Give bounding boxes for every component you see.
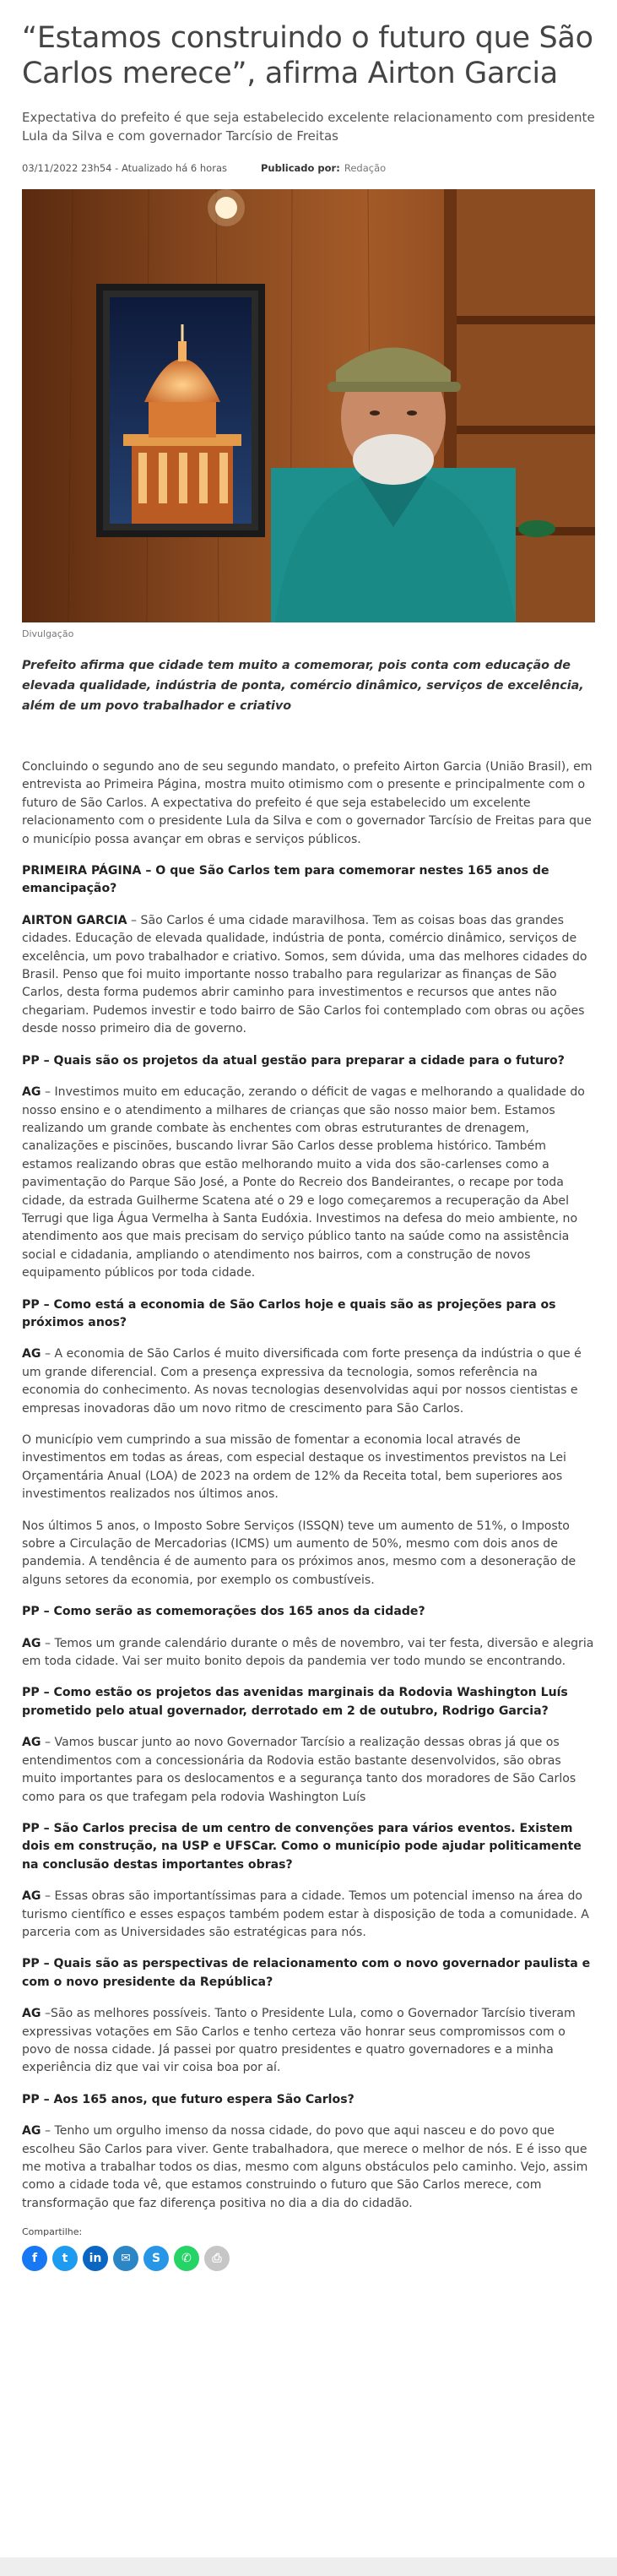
interview-answer <box>22 1734 595 1807</box>
interview-question: PRIMEIRA PÁGINA – O que São Carlos tem para comemorar nestes 165 anos de emancipação? <box>22 864 549 896</box>
article-subtitle: Expectativa do prefeito é que seja estabelecido excelente relacionamento com presidente Lula da Silva e com governador Tarcísio de Freitas <box>22 110 595 144</box>
print-button[interactable] <box>204 2246 230 2271</box>
paragraph: Concluindo o segundo ano de seu segundo mandato, o prefeito Airton Garcia (União Brasil), em entrevista ao Primeira Página, mostra muito otimismo com o presente e principalmente com o futuro de São Carlos. A expectativa do prefeito é que seja estabelecido um excelente relacionamento com o presidente Lula da Silva e com o governador Tarcísio de Freitas para que o município possa avançar em obras e serviços públicos. <box>22 760 593 846</box>
speaker: AG <box>22 1636 41 1650</box>
photo-caption: Divulgação <box>22 628 74 639</box>
interview-question: PP – Quais são os projetos da atual gestão para preparar a cidade para o futuro? <box>22 1053 565 1068</box>
answer-text: –São as melhores possíveis. Tanto o Presidente Lula, como o Governador Tarcísio tiveram expressivas votações em São Carlos e tenho certeza vão honrar seus compromissos com o povo de nossa cidade. Já passei por quatro presidentes e quatro governadores e a minha experiência diz que vai vir coisa boa por aí. <box>22 2007 576 2075</box>
published-by-label: Publicado por: <box>260 162 340 174</box>
answer-text: – Essas obras são importantíssimas para a cidade. Temos um potencial imenso na área do turismo científico e esses espaços também podem estar à disposição de toda a comunidade. A parceria com as Universidades são estratégicas para nós. <box>22 1889 589 1939</box>
share-buttons <box>22 2246 595 2271</box>
author-link[interactable]: Redação <box>344 162 387 174</box>
speaker: AG <box>22 1736 41 1750</box>
answer-text: – Investimos muito em educação, zerando o déficit de vagas e melhorando a qualidade do nosso ensino e o atendimento a milhares de crianças que são nosso maior bem. Estamos realizando um grande combate às enchentes com obras estruturantes de drenagem, canalizações e piscinões, buscando livrar São Carlos desse problema histórico. Também estamos realizando obras que estão melhorando muito a vida dos são-carlenses como a pavimentação do Parque São José, a Ponte do Recreio dos Bandeirantes, o recape por toda cidade, da estrada Guilherme Scatena até o 29 e logo começaremos a recuperação da Abel Terrugi que liga Água Vermelha à Santa Eudóxia. Investimos na defesa do meio ambiente, no atendimento aos que mais precisam do serviço público tanto na saúde como na assistência social e cidadania, ampliando o atendimento nos bairros, com a construção de novos equipamento públicos por toda cidade. <box>22 1085 585 1280</box>
interview-answer <box>22 1084 595 1282</box>
print-icon: ⎙ <box>212 2252 222 2266</box>
interview-question: PP – Quais são as perspectivas de relacionamento com o novo governador paulista e com o novo presidente da República? <box>22 1957 591 1989</box>
interview-answer <box>22 912 595 1039</box>
email-icon: ✉ <box>121 2252 131 2266</box>
article-meta <box>22 162 595 174</box>
speaker: AG <box>22 2124 41 2139</box>
whatsapp-icon: ✆ <box>181 2252 192 2266</box>
speaker: AG <box>22 1889 41 1904</box>
answer-text: – Temos um grande calendário durante o mês de novembro, vai ter festa, diversão e alegria em toda cidade. Vai ser muito bonito depois da pandemia ver todo mundo se encontrando. <box>22 1636 594 1669</box>
twitter-share-button[interactable] <box>52 2246 78 2271</box>
paragraph: Nos últimos 5 anos, o Imposto Sobre Serviços (ISSQN) teve um aumento de 51%, o Imposto sobre a Circulação de Mercadorias (ICMS) um aumento de 50%, mesmo com dois anos de pandemia. A tendência é de aumento para os próximos anos, mesmo com a desoneração de alguns setores da economia, por exemplo os combustíveis. <box>22 1519 576 1587</box>
interview-question: PP – São Carlos precisa de um centro de convenções para vários eventos. Existem dois em construção, na USP e UFSCar. Como o município pode ajudar politicamente na conclusão destas importantes obras? <box>22 1821 582 1872</box>
article-body <box>22 758 595 2213</box>
skype-share-button[interactable] <box>143 2246 169 2271</box>
skype-icon: S <box>151 2252 161 2266</box>
linkedin-share-button[interactable] <box>83 2246 108 2271</box>
share-label: Compartilhe: <box>22 2226 83 2238</box>
speaker: AIRTON GARCIA <box>22 913 127 927</box>
interview-answer <box>22 2005 595 2078</box>
email-share-button[interactable] <box>113 2246 138 2271</box>
footer-bar <box>0 2557 617 2576</box>
article-lead: Prefeito afirma que cidade tem muito a comemorar, pois conta com educação de elevada qualidade, indústria de ponta, comércio dinâmico, serviços de excelência, além de um povo trabalhador e criativo <box>22 659 584 713</box>
paragraph: O município vem cumprindo a sua missão de fomentar a economia local através de investimentos em todas as áreas, com especial destaque os investimentos previstos na Lei Orçamentária Anual (LOA) de 2023 na ordem de 12% da Receita total, bem superiores aos investimentos realizados nos últimos anos. <box>22 1433 566 1502</box>
interview-answer <box>22 1345 595 1418</box>
speaker: AG <box>22 1085 41 1100</box>
interview-question: PP – Aos 165 anos, que futuro espera São Carlos? <box>22 2092 355 2106</box>
speaker: AG <box>22 2007 41 2021</box>
share-section <box>22 2226 595 2271</box>
answer-text: – Vamos buscar junto ao novo Governador Tarcísio a realização dessas obras já que os entendimentos com a concessionária da Rodovia estão bastante desenvolvidos, são obras muito importantes para os deslocamentos e a segurança tanto dos moradores de São Carlos como para os que trafegam pela rodovia Washington Luís <box>22 1736 576 1804</box>
facebook-share-button[interactable] <box>22 2246 47 2271</box>
interview-answer <box>22 2122 595 2213</box>
interview-question: PP – Como está a economia de São Carlos hoje e quais são as projeções para os próximos anos? <box>22 1297 556 1329</box>
article-title: “Estamos construindo o futuro que São Carlos merece”, afirma Airton Garcia <box>22 21 593 90</box>
interview-question: PP – Como serão as comemorações dos 165 anos da cidade? <box>22 1605 425 1619</box>
interview-answer <box>22 1888 595 1942</box>
answer-text: – São Carlos é uma cidade maravilhosa. Tem as coisas boas das grandes cidades. Educação de elevada qualidade, indústria de ponta, comércio dinâmico, serviços de excelência, um povo trabalhador e criativo. Somos, sem dúvida, uma das melhores cidades do Brasil. Penso que foi muito importante nosso trabalho para regularizar as finanças de São Carlos, desta forma pudemos abrir caminho para investimentos e recursos que antes não chegariam. Pudemos investir e todo bairro de São Carlos foi contemplado com obras ou ações desde nosso primeiro dia de governo. <box>22 913 587 1036</box>
answer-text: – A economia de São Carlos é muito diversificada com forte presença da indústria o que é um grande diferencial. Com a presença expressiva da tecnologia, somos referência na economia do conhecimento. As novas tecnologias desenvolvidas aqui por nossos cientistas e empresas inovadoras dão um novo ritmo de crescimento para São Carlos. <box>22 1347 582 1416</box>
speaker: AG <box>22 1347 41 1361</box>
answer-text: – Tenho um orgulho imenso da nossa cidade, do povo que aqui nasceu e do povo que escolheu São Carlos para viver. Gente trabalhadora, que merece o melhor de nós. E é isso que me motiva a trabalhar todos os dias, mesmo com alguns obstáculos pelo caminho. Vejo, assim como a cidade toda vê, que estamos construindo o futuro que São Carlos merece, com transformação que faz diferença positiva no dia a dia do cidadão. <box>22 2124 588 2210</box>
twitter-icon: t <box>62 2252 68 2266</box>
facebook-icon: f <box>31 2252 38 2266</box>
hero-photo <box>22 189 595 622</box>
hero-photo-illustration <box>22 189 595 622</box>
whatsapp-share-button[interactable] <box>174 2246 199 2271</box>
publish-date: 03/11/2022 23h54 - Atualizado há 6 horas <box>22 162 227 174</box>
interview-question: PP – Como estão os projetos das avenidas marginais da Rodovia Washington Luís prometido pelo atual governador, derrotado em 2 de outubro, Rodrigo Garcia? <box>22 1686 568 1718</box>
interview-answer <box>22 1635 595 1671</box>
linkedin-icon: in <box>89 2252 102 2266</box>
